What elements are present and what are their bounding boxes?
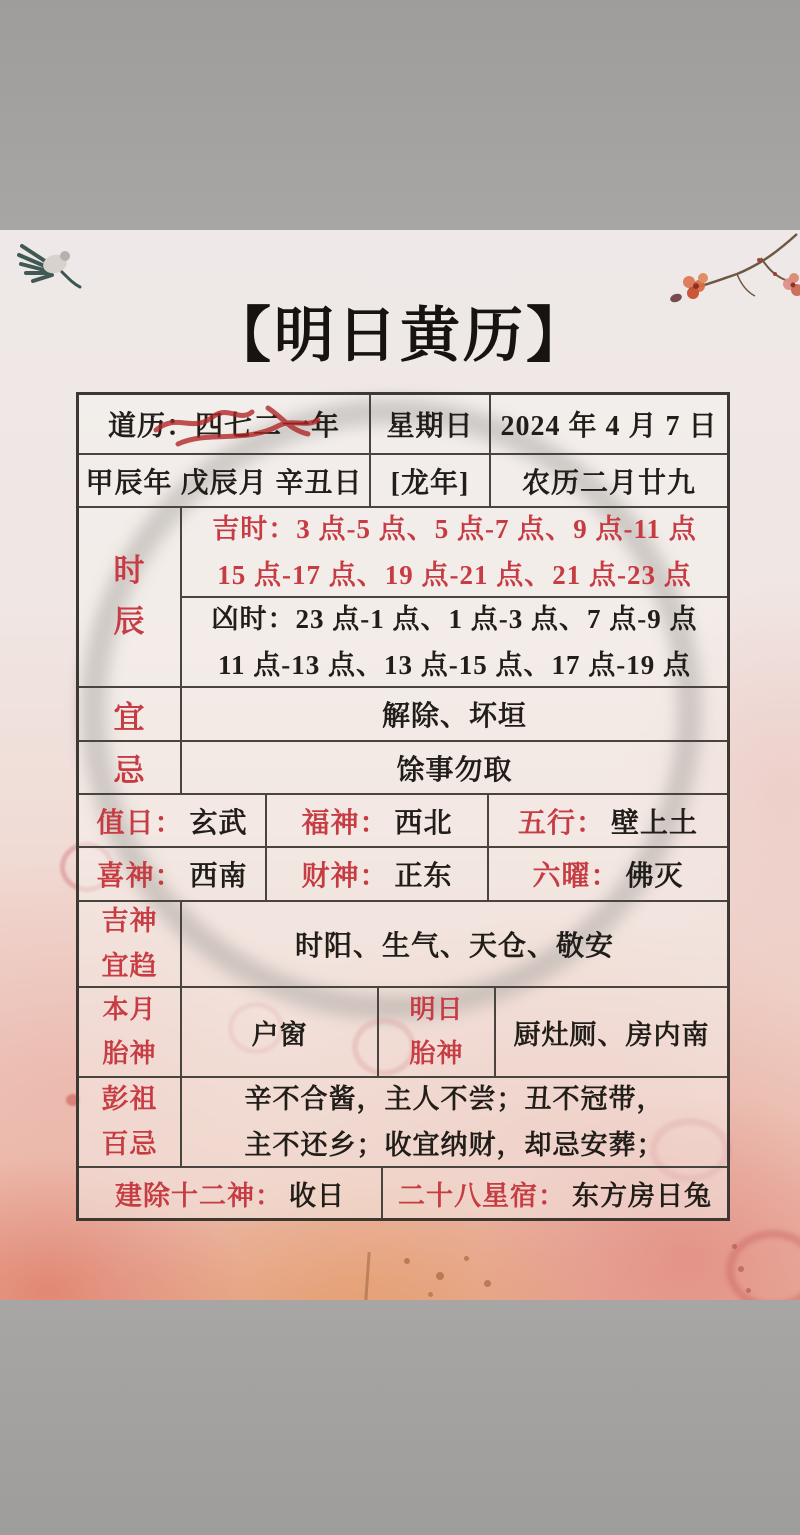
cell-yi-value <box>182 688 727 742</box>
xingxiu-value: 东方房日兔 <box>572 1180 712 1211</box>
inauspicious-line2: 11 点-13 点、13 点-15 点、17 点-19 点 <box>218 650 691 680</box>
cell-caishen <box>267 848 489 902</box>
table-row-deities-1 <box>79 795 727 848</box>
ji-label: 忌 <box>113 753 146 788</box>
brown-speckle <box>404 1258 410 1264</box>
table-row-deities-2 <box>79 848 727 902</box>
zhiri-label: 值日： <box>96 807 184 839</box>
wuxing-label: 五行： <box>517 807 605 839</box>
lunar-date-text: 农历二月廿九 <box>521 467 696 499</box>
cell-inauspicious-hours <box>182 598 727 688</box>
pengzu-label-line2: 百忌 <box>101 1129 158 1159</box>
table-row-jianchu-xingxiu <box>79 1168 727 1218</box>
jianchu-label: 建除十二神： <box>115 1180 283 1211</box>
tomorrow-taishen-label-line1: 明日 <box>409 995 464 1025</box>
yi-value: 解除、坏垣 <box>381 701 527 732</box>
table-row-pengzu <box>79 1078 727 1168</box>
header-shichen <box>79 508 182 688</box>
month-taishen-value: 户窗 <box>251 1019 308 1050</box>
liuyao-value: 佛灭 <box>625 861 684 892</box>
ji-value: 馀事勿取 <box>396 754 513 786</box>
letterbox-bottom <box>0 1300 800 1535</box>
zodiac-text: [龙年] <box>390 467 470 499</box>
ink-bird-icon <box>12 230 86 292</box>
cell-ganzhi <box>79 455 371 508</box>
red-scribble-icon <box>148 400 338 452</box>
pengzu-label-line1: 彭祖 <box>101 1083 158 1114</box>
header-pengzu <box>79 1078 182 1168</box>
jishen-label-line1: 吉神 <box>101 905 158 936</box>
tomorrow-taishen-value: 厨灶厕、房内南 <box>513 1019 710 1050</box>
cell-xishen <box>79 848 267 902</box>
wuxing-value: 壁上土 <box>611 807 699 839</box>
table-row-shichen <box>79 508 727 688</box>
zhiri-value: 玄武 <box>189 807 248 839</box>
cell-jianchu <box>79 1168 383 1218</box>
pengzu-line1: 辛不合酱，主人不尝；丑不冠带， <box>244 1083 665 1114</box>
shichen-values <box>182 508 727 688</box>
shichen-header-line1: 时 <box>113 553 146 589</box>
xishen-value: 西南 <box>189 861 248 892</box>
cell-xingxiu <box>383 1168 727 1218</box>
table-row-ji <box>79 742 727 795</box>
gregorian-date-text: 2024 年 4 月 7 日 <box>500 411 718 442</box>
cell-wuxing <box>489 795 727 848</box>
cell-gregorian-date <box>491 395 727 455</box>
table-row-jishen <box>79 902 727 988</box>
auspicious-line2: 15 点-17 点、19 点-21 点、21 点-23 点 <box>217 560 692 590</box>
table-row-taishen <box>79 988 727 1078</box>
cell-fushen <box>267 795 489 848</box>
header-month-taishen <box>79 988 182 1078</box>
brown-speckle <box>484 1280 491 1287</box>
jianchu-value: 收日 <box>289 1180 345 1211</box>
jishen-value: 时阳、生气、天仓、敬安 <box>294 931 614 962</box>
caishen-value: 正东 <box>394 861 453 892</box>
caishen-label: 财神： <box>301 861 389 892</box>
cell-tomorrow-taishen-value <box>496 988 727 1078</box>
cell-jishen-value <box>182 902 727 988</box>
brown-speckle <box>732 1244 737 1249</box>
table-row-yi <box>79 688 727 742</box>
cell-lunar-date <box>491 455 727 508</box>
jishen-label-line2: 宜趋 <box>101 951 158 981</box>
fushen-value: 西北 <box>394 807 453 839</box>
header-jishen <box>79 902 182 988</box>
xingxiu-label: 二十八星宿： <box>398 1180 566 1211</box>
cell-zodiac <box>371 455 491 508</box>
cell-weekday <box>371 395 491 455</box>
cell-zhiri <box>79 795 267 848</box>
cell-ji-value <box>182 742 727 795</box>
page-title: 【明日黄历】 <box>211 303 589 369</box>
liuyao-label: 六曜： <box>532 861 620 892</box>
cell-auspicious-hours <box>182 508 727 598</box>
pengzu-line2: 主不还乡；收宜纳财，却忌安葬； <box>244 1130 665 1160</box>
cell-month-taishen-value <box>182 988 379 1078</box>
tomorrow-taishen-label-line2: 胎神 <box>409 1039 464 1068</box>
header-tomorrow-taishen <box>379 988 496 1078</box>
month-taishen-label-line1: 本月 <box>102 995 157 1025</box>
brown-speckle <box>436 1272 444 1280</box>
brown-speckle <box>428 1292 433 1297</box>
fushen-label: 福神： <box>301 807 389 839</box>
daoli-text: 道历：四七二一年 <box>107 411 340 442</box>
xishen-label: 喜神： <box>96 861 184 892</box>
month-taishen-label-line2: 胎神 <box>102 1039 157 1068</box>
header-yi <box>79 688 182 742</box>
ganzhi-text: 甲辰年 戊辰月 辛丑日 <box>85 467 363 499</box>
inauspicious-line1: 凶时：23 点-1 点、1 点-3 点、7 点-9 点 <box>211 603 698 634</box>
letterbox-top <box>0 0 800 230</box>
yi-label: 宜 <box>113 699 146 735</box>
brown-speckle <box>464 1256 469 1261</box>
header-ji <box>79 742 182 795</box>
auspicious-line1: 吉时：3 点-5 点、5 点-7 点、9 点-11 点 <box>212 513 697 544</box>
cell-liuyao <box>489 848 727 902</box>
brown-speckle <box>746 1288 751 1293</box>
cell-pengzu-value <box>182 1078 727 1168</box>
table-row-ganzhi <box>79 455 727 508</box>
paper-background <box>0 230 800 1300</box>
weekday-text: 星期日 <box>386 411 474 442</box>
brown-speckle <box>738 1266 744 1272</box>
shichen-header-line2: 辰 <box>113 604 146 639</box>
almanac-table <box>76 392 730 1221</box>
